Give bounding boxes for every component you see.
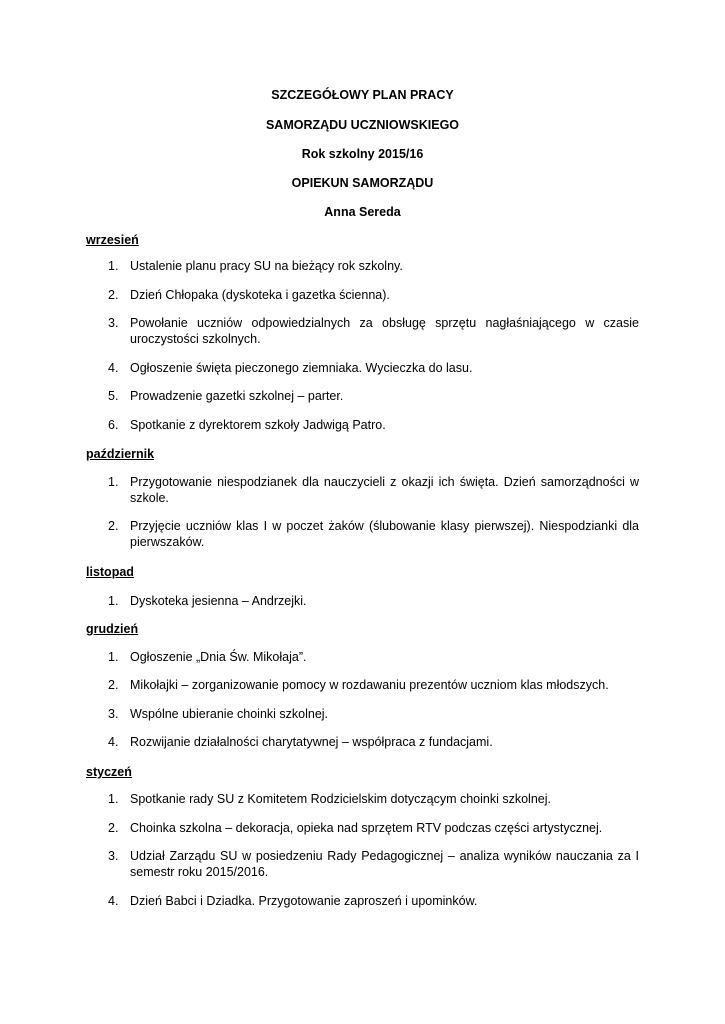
list-item	[86, 848, 639, 880]
item-text: Dzień Babci i Dziadka. Przygotowanie zaproszeń i upominków.	[130, 894, 478, 908]
list-item	[86, 360, 639, 376]
item-number: 1.	[108, 475, 119, 489]
item-text: Przyjęcie uczniów klas I w poczet żaków (ślubowanie klasy pierwszej). Niespodzianki dla pierwszaków.	[130, 519, 639, 549]
list-item	[86, 893, 639, 909]
item-text: Spotkanie z dyrektorem szkoły Jadwigą Patro.	[130, 418, 386, 432]
list-item	[86, 677, 639, 693]
supervisor-heading: OPIEKUN SAMORZĄDU	[291, 176, 434, 190]
item-text: Spotkanie rady SU z Komitetem Rodzicielskim dotyczącym choinki szkolnej.	[130, 792, 551, 806]
item-text: Dyskoteka jesienna – Andrzejki.	[130, 594, 307, 608]
list-item	[86, 734, 639, 750]
item-number: 4.	[108, 894, 119, 908]
item-text: Ogłoszenie „Dnia Św. Mikołaja”.	[130, 650, 307, 664]
month-heading-january: styczeń	[86, 765, 132, 779]
item-text: Powołanie uczniów odpowiedzialnych za obsługę sprzętu nagłaśniającego w czasie uroczystości szkolnych.	[130, 316, 639, 346]
item-text: Mikołajki – zorganizowanie pomocy w rozdawaniu prezentów uczniom klas młodszych.	[130, 678, 609, 692]
list-item	[86, 820, 639, 836]
list-item	[86, 791, 639, 807]
month-heading-september: wrzesień	[86, 233, 139, 247]
item-number: 2.	[108, 519, 119, 533]
item-number: 4.	[108, 735, 119, 749]
item-text: Ustalenie planu pracy SU na bieżący rok szkolny.	[130, 259, 403, 273]
month-heading-november: listopad	[86, 565, 134, 579]
item-text: Ogłoszenie święta pieczonego ziemniaka. Wycieczka do lasu.	[130, 361, 473, 375]
month-heading-december: grudzień	[86, 622, 139, 636]
item-text: Wspólne ubieranie choinki szkolnej.	[130, 707, 329, 721]
item-text: Dzień Chłopaka (dyskoteka i gazetka ścienna).	[130, 288, 390, 302]
item-number: 2.	[108, 821, 119, 835]
list-item	[86, 474, 639, 506]
item-number: 1.	[108, 594, 119, 608]
item-number: 3.	[108, 316, 119, 330]
list-item	[86, 706, 639, 722]
item-number: 1.	[108, 259, 119, 273]
item-number: 3.	[108, 849, 119, 863]
item-number: 3.	[108, 707, 119, 721]
item-text: Choinka szkolna – dekoracja, opieka nad sprzętem RTV podczas części artystycznej.	[130, 821, 603, 835]
list-item	[86, 287, 639, 303]
item-number: 6.	[108, 418, 119, 432]
item-number: 5.	[108, 389, 119, 403]
list-item	[86, 593, 639, 609]
list-item	[86, 315, 639, 347]
item-text: Przygotowanie niespodzianek dla nauczycieli z okazji ich święta. Dzień samorządności w szkole.	[130, 475, 639, 505]
item-number: 2.	[108, 288, 119, 302]
list-item	[86, 649, 639, 665]
item-text: Prowadzenie gazetki szkolnej – parter.	[130, 389, 344, 403]
item-text: Udział Zarządu SU w posiedzeniu Rady Pedagogicznej – analiza wyników nauczania za I semestr roku 2015/2016.	[130, 849, 639, 879]
item-number: 4.	[108, 361, 119, 375]
item-text: Rozwijanie działalności charytatywnej – współpraca z fundacjami.	[130, 735, 493, 749]
item-number: 1.	[108, 650, 119, 664]
list-item	[86, 258, 639, 274]
list-item	[86, 518, 639, 550]
list-item	[86, 417, 639, 433]
school-year: Rok szkolny 2015/16	[301, 147, 424, 161]
list-item	[86, 388, 639, 404]
item-number: 2.	[108, 678, 119, 692]
supervisor-name: Anna Sereda	[324, 205, 401, 219]
month-heading-october: październik	[86, 447, 155, 461]
document-title: SZCZEGÓŁOWY PLAN PRACY	[271, 88, 454, 102]
item-number: 1.	[108, 792, 119, 806]
document-subtitle: SAMORZĄDU UCZNIOWSKIEGO	[265, 118, 460, 132]
